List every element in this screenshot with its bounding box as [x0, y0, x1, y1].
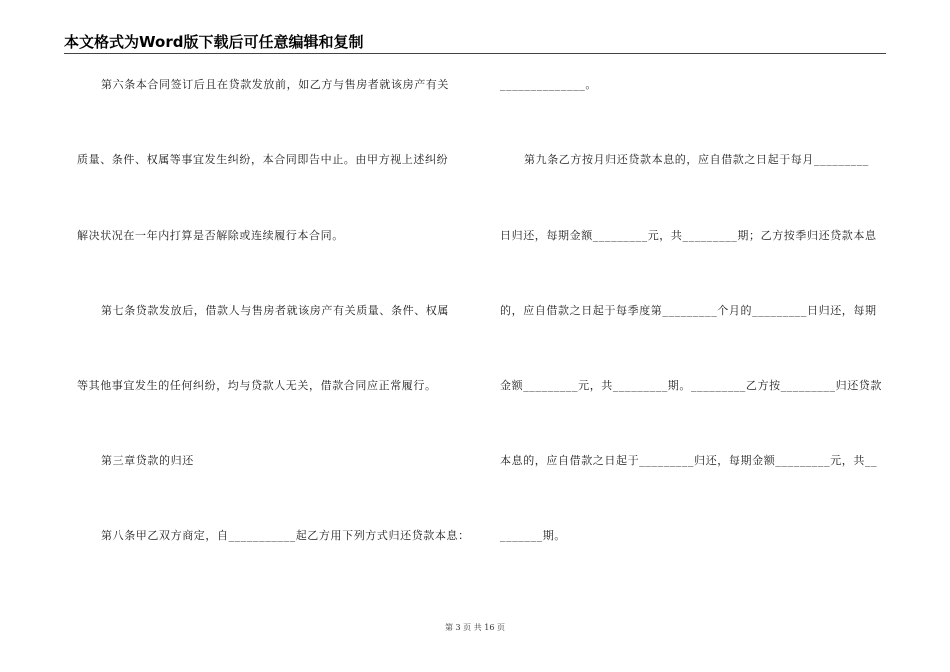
page-number: 第 3 页 共 16 页 [445, 623, 505, 632]
right-column [500, 0, 886, 672]
right-line-3: 日归还，每期金额_________元，共_________期；乙方按季归还贷款本息 [500, 229, 877, 242]
left-column [77, 0, 477, 672]
left-line-1: 第六条本合同签订后且在贷款发放前，如乙方与售房者就该房产有关 [101, 78, 449, 91]
right-line-4: 的，应自借款之日起于每季度第_________个月的_________日归还，每期 [500, 304, 877, 317]
left-line-7: 第八条甲乙双方商定，自___________起乙方用下列方式归还贷款本息： [101, 529, 470, 542]
left-line-2: 质量、条件、权属等事宜发生纠纷，本合同即告中止。由甲方视上述纠纷 [77, 153, 449, 166]
right-line-5: 金额_________元，共_________期。_________乙方按_________归还贷款 [500, 379, 882, 392]
left-line-5: 等其他事宜发生的任何纠纷，均与贷款人无关，借款合同应正常履行。 [77, 379, 437, 392]
right-line-1: ______________。 [500, 78, 597, 91]
left-line-4: 第七条贷款发放后，借款人与售房者就该房产有关质量、条件、权属 [101, 304, 449, 317]
right-line-2: 第九条乙方按月归还贷款本息的，应自借款之日起于每月_________ [524, 153, 869, 166]
header-title: 本文格式为Word版下载后可任意编辑和复制 [64, 33, 364, 51]
right-line-7: _______期。 [500, 529, 566, 542]
chapter-heading: 第三章贷款的归还 [101, 454, 194, 467]
right-line-6: 本息的，应自借款之日起于_________归还，每期金额_________元，共__ [500, 454, 878, 467]
left-line-3: 解决状况在一年内打算是否解除或连续履行本合同。 [77, 229, 344, 242]
